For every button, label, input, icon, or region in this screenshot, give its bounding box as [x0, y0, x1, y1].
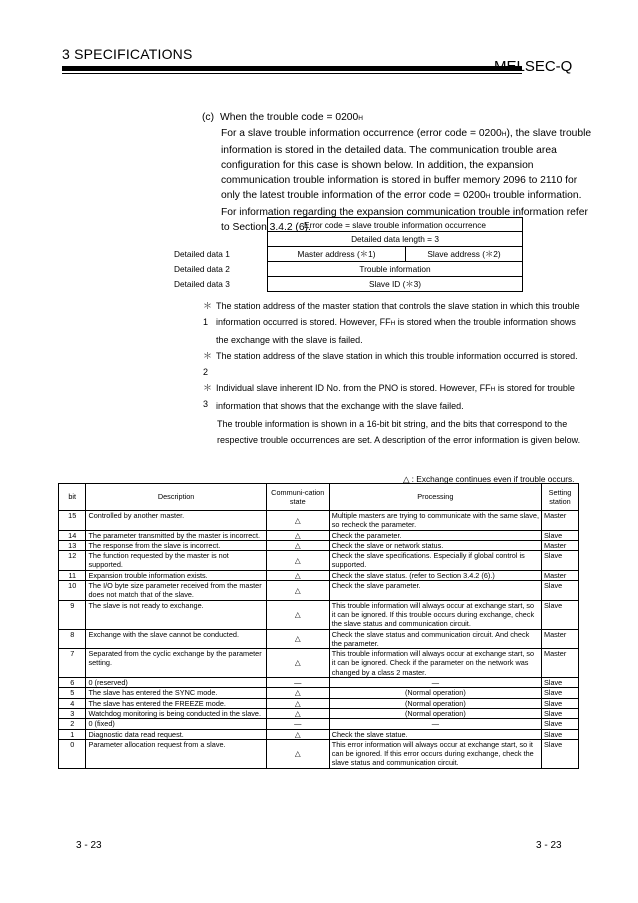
bit-cell: 3 — [59, 708, 86, 718]
setting-station-cell: Master — [541, 629, 578, 649]
description-cell: Expansion trouble information exists. — [86, 570, 266, 580]
intro-heading-text — [220, 110, 363, 126]
comm-state-cell: — — [266, 678, 329, 688]
footnote-text-a: The station address of the slave station in which this trouble information occurred is stored. — [216, 351, 578, 361]
detail-cell-trouble-info: Trouble information — [267, 262, 523, 277]
table-row — [59, 649, 579, 678]
processing-cell: Check the slave specifications. Especially if global control is supported. — [329, 551, 541, 571]
processing-cell: Check the slave statue. — [329, 729, 541, 739]
setting-station-cell: Slave — [541, 739, 578, 768]
description-cell: 0 (fixed) — [86, 719, 266, 729]
comm-state-cell: △ — [266, 551, 329, 571]
header-rule-thin — [62, 73, 522, 74]
table-row — [59, 551, 579, 571]
bit-cell: 15 — [59, 511, 86, 531]
comm-state-cell: — — [266, 719, 329, 729]
hex-suffix: H — [501, 131, 507, 139]
bit-cell: 10 — [59, 581, 86, 601]
table-header-row — [59, 484, 579, 511]
bit-cell: 5 — [59, 688, 86, 698]
detail-label: Detailed data 3 — [174, 279, 230, 289]
comm-state-cell: △ — [266, 629, 329, 649]
bit-cell: 6 — [59, 678, 86, 688]
footnote-text — [216, 348, 583, 380]
footnote-mark: ＊3 — [203, 383, 213, 409]
setting-station-cell: Slave — [541, 581, 578, 601]
legend-note: △ : Exchange continues even if trouble occurs. — [403, 474, 575, 484]
comm-state-cell: △ — [266, 600, 329, 629]
bit-cell: 9 — [59, 600, 86, 629]
table-row — [59, 698, 579, 708]
comm-state-cell: △ — [266, 581, 329, 601]
comm-state-cell: △ — [266, 739, 329, 768]
body-text-3: trouble information. For information regarding the expansion communication trouble information refer to Section 3.4.2 (6). — [221, 190, 588, 234]
detail-row — [174, 232, 523, 247]
processing-cell: Check the slave parameter. — [329, 581, 541, 601]
description-cell: The slave has entered the SYNC mode. — [86, 688, 266, 698]
description-cell: The function requested by the master is not supported. — [86, 551, 266, 571]
setting-station-cell: Slave — [541, 729, 578, 739]
footnote-mark: ＊2 — [203, 351, 213, 377]
col-header-comm-state: Communi-cation state — [266, 484, 329, 511]
detail-data-table — [174, 217, 523, 292]
table-row — [59, 678, 579, 688]
bit-cell: 0 — [59, 739, 86, 768]
detail-row — [174, 217, 523, 232]
setting-station-cell: Master — [541, 511, 578, 531]
setting-station-cell: Slave — [541, 698, 578, 708]
trouble-bit-table — [58, 483, 579, 769]
table-row — [59, 530, 579, 540]
table-row — [59, 540, 579, 550]
processing-cell: (Normal operation) — [329, 698, 541, 708]
description-cell: Parameter allocation request from a slave. — [86, 739, 266, 768]
processing-cell: Multiple masters are trying to communicate with the same slave, so recheck the parameter. — [329, 511, 541, 531]
processing-cell: This error information will always occur at exchange start, so it can be ignored. If this error occurs during exchange, check the slave status and communication circuit. — [329, 739, 541, 768]
table-row — [59, 739, 579, 768]
item-label: (c) — [202, 112, 215, 123]
footnote-text — [216, 298, 583, 348]
detail-row — [174, 262, 523, 277]
bit-cell: 14 — [59, 530, 86, 540]
bit-cell: 8 — [59, 629, 86, 649]
table-row — [59, 629, 579, 649]
detail-row — [174, 247, 523, 262]
description-cell: Exchange with the slave cannot be conducted. — [86, 629, 266, 649]
bit-cell: 13 — [59, 540, 86, 550]
table-row — [59, 600, 579, 629]
footnotes — [203, 298, 583, 414]
description-cell: 0 (reserved) — [86, 678, 266, 688]
setting-station-cell: Slave — [541, 530, 578, 540]
bit-cell: 4 — [59, 698, 86, 708]
bit-cell: 12 — [59, 551, 86, 571]
setting-station-cell: Slave — [541, 688, 578, 698]
comm-state-cell: △ — [266, 698, 329, 708]
comm-state-cell: △ — [266, 729, 329, 739]
brand-label: MELSEC-Q — [494, 58, 573, 75]
comm-state-cell: △ — [266, 649, 329, 678]
description-cell: The slave is not ready to exchange. — [86, 600, 266, 629]
table-row — [59, 729, 579, 739]
hex-suffix: H — [358, 115, 363, 122]
detail-cell-slave-address: Slave address (＊2) — [406, 247, 523, 262]
footnote-mark: ＊1 — [203, 301, 213, 327]
comm-state-cell: △ — [266, 708, 329, 718]
description-cell: The slave has entered the FREEZE mode. — [86, 698, 266, 708]
description-cell: Controlled by another master. — [86, 511, 266, 531]
description-cell: Watchdog monitoring is being conducted in the slave. — [86, 708, 266, 718]
setting-station-cell: Master — [541, 649, 578, 678]
footnote — [203, 348, 583, 380]
comm-state-cell: △ — [266, 511, 329, 531]
comm-state-cell: △ — [266, 688, 329, 698]
footnote — [203, 380, 583, 414]
detail-cell-slave-id: Slave ID (＊3) — [267, 277, 523, 292]
comm-state-cell: △ — [266, 530, 329, 540]
processing-cell: Check the slave or network status. — [329, 540, 541, 550]
header-rule-thick — [62, 66, 522, 71]
col-header-bit: bit — [59, 484, 86, 511]
footnote-text-b: is stored when the trouble information shows the exchange with the slave is failed. — [216, 317, 576, 345]
footnote-text-a: The station address of the master station that controls the slave station in which this trouble information occurred is stored. However, FF — [216, 301, 580, 327]
bit-cell: 2 — [59, 719, 86, 729]
description-cell: Separated from the cyclic exchange by the parameter setting. — [86, 649, 266, 678]
setting-station-cell: Slave — [541, 678, 578, 688]
processing-cell: Check the slave status and communication circuit. And check the parameter. — [329, 629, 541, 649]
detail-label-empty — [174, 232, 267, 247]
processing-cell: (Normal operation) — [329, 708, 541, 718]
processing-cell: Check the parameter. — [329, 530, 541, 540]
intro-heading — [202, 110, 592, 126]
setting-station-cell: Slave — [541, 708, 578, 718]
setting-station-cell: Slave — [541, 600, 578, 629]
table-body — [59, 511, 579, 769]
setting-station-cell: Master — [541, 540, 578, 550]
hex-suffix: H — [485, 193, 491, 201]
col-header-setting-station: Setting station — [541, 484, 578, 511]
description-cell: The response from the slave is incorrect. — [86, 540, 266, 550]
table-row — [59, 688, 579, 698]
comm-state-cell: △ — [266, 570, 329, 580]
footnote-text-b: is stored for trouble information that shows that the exchange with the slave failed. — [216, 383, 575, 411]
col-header-processing: Processing — [329, 484, 541, 511]
table-row — [59, 581, 579, 601]
detail-cell-master-address: Master address (＊1) — [267, 247, 406, 262]
hex-suffix: H — [390, 320, 396, 327]
comm-state-cell: △ — [266, 540, 329, 550]
detail-cell-error-code: Error code = slave trouble information occurrence — [267, 217, 523, 232]
processing-cell: — — [329, 719, 541, 729]
body-text-1: For a slave trouble information occurrence (error code = 0200 — [221, 128, 502, 140]
processing-cell: (Normal operation) — [329, 688, 541, 698]
page-number-left: 3 - 23 — [76, 840, 102, 851]
detail-label: Detailed data 1 — [174, 249, 230, 259]
processing-cell: This trouble information will always occur at exchange start, so it can be ignored. If this trouble occurs during exchange, check the slave status and communication circuit. — [329, 600, 541, 629]
body-text-2: ), the slave trouble information is stored in the detailed data. The communication trouble area configuration for this case is shown below. In addition, the expansion communication trouble information is stored in buffer memory 2096 to 2110 for only the latest trouble information of the error code = 0200 — [221, 128, 592, 202]
table-row — [59, 570, 579, 580]
col-header-description: Description — [86, 484, 266, 511]
table-row — [59, 708, 579, 718]
setting-station-cell: Slave — [541, 551, 578, 571]
footnote-text — [216, 380, 583, 414]
setting-station-cell: Slave — [541, 719, 578, 729]
detail-cell-length: Detailed data length = 3 — [267, 232, 523, 247]
table-row — [59, 719, 579, 729]
description-cell: The parameter transmitted by the master is incorrect. — [86, 530, 266, 540]
processing-cell: — — [329, 678, 541, 688]
section-header: 3 SPECIFICATIONS — [62, 46, 193, 62]
footnote-text-a: Individual slave inherent ID No. from the PNO is stored. However, FF — [216, 383, 491, 393]
description-cell: Diagnostic data read request. — [86, 729, 266, 739]
bit-cell: 11 — [59, 570, 86, 580]
processing-cell: Check the slave status. (refer to Section 3.4.2 (6).) — [329, 570, 541, 580]
page-number-right: 3 - 23 — [536, 840, 562, 851]
bit-cell: 1 — [59, 729, 86, 739]
detail-label-empty — [174, 217, 267, 232]
setting-station-cell: Master — [541, 570, 578, 580]
detail-row — [174, 277, 523, 292]
footnote — [203, 298, 583, 348]
table-row — [59, 511, 579, 531]
detail-label: Detailed data 2 — [174, 264, 230, 274]
description-paragraph: The trouble information is shown in a 16-bit bit string, and the bits that correspond to the respective trouble occurrences are set. A description of the error information is given below. — [217, 419, 581, 445]
processing-cell: This trouble information will always occur at exchange start, so it can be ignored. Check if the parameter on the network was changed by a class 2 master. — [329, 649, 541, 678]
bit-cell: 7 — [59, 649, 86, 678]
description-cell: The I/O byte size parameter received from the master does not match that of the slave. — [86, 581, 266, 601]
hex-suffix: H — [490, 386, 496, 393]
heading-text: When the trouble code = 0200 — [220, 112, 359, 123]
